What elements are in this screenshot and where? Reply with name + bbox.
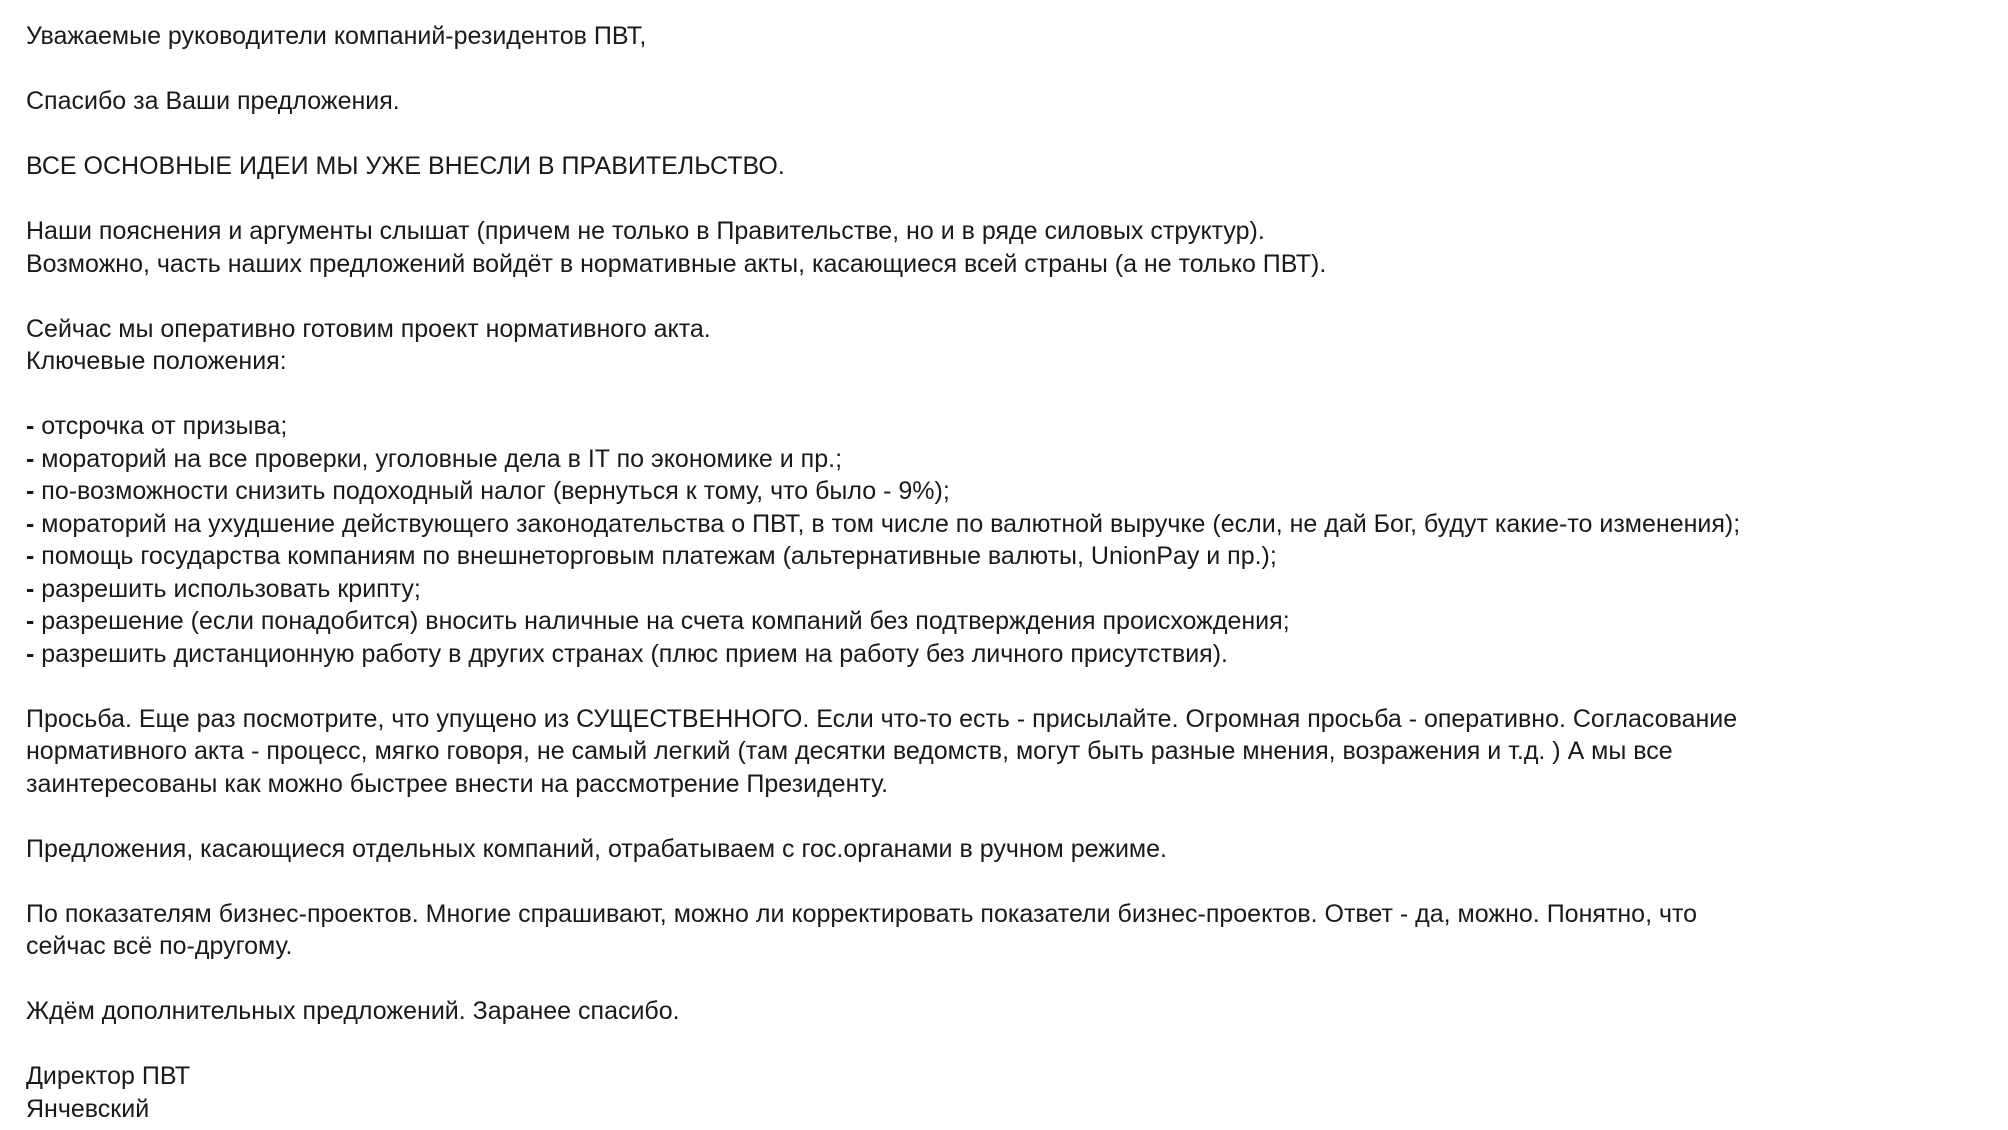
paragraph-line: Наши пояснения и аргументы слышат (причем не только в Правительстве, но и в ряде силовых структур).	[26, 217, 1265, 245]
request-line: Просьба. Еще раз посмотрите, что упущено из СУЩЕСТВЕННОГО. Если что-то есть - присылайте. Огромная просьба - оперативно. Согласование	[26, 704, 1738, 733]
thanks-line: Спасибо за Ваши предложения.	[26, 87, 400, 115]
list-item-text: по-возможности снизить подоходный налог (вернуться к тому, что было - 9%);	[41, 477, 950, 505]
spacer	[26, 963, 1986, 996]
list-item-text: разрешение (если понадобится) вносить наличные на счета компаний без подтверждения происхождения;	[41, 607, 1290, 635]
signature-title: Директор ПВТ	[26, 1062, 191, 1090]
list-item-text: разрешить дистанционную работу в других странах (плюс прием на работу без личного присутствия).	[41, 639, 1228, 668]
spacer	[26, 670, 1986, 703]
headline-line: ВСЕ ОСНОВНЫЕ ИДЕИ МЫ УЖЕ ВНЕСЛИ В ПРАВИТЕЛЬСТВО.	[26, 152, 785, 180]
bullet-dash: -	[26, 639, 35, 668]
key-provisions-label: Ключевые положения:	[26, 347, 287, 375]
signature-name: Янчевский	[26, 1094, 150, 1123]
spacer	[26, 378, 1986, 411]
indicators-line: сейчас всё по-другому.	[26, 932, 293, 960]
letter-body	[26, 20, 1986, 1125]
provisions-list	[26, 410, 1986, 670]
list-item-text: мораторий на все проверки, уголовные дела в IT по экономике и пр.;	[41, 444, 843, 473]
spacer	[26, 800, 1986, 833]
individual-proposals-line: Предложения, касающиеся отдельных компаний, отрабатываем с гос.органами в ручном режиме.	[26, 834, 1167, 863]
list-item	[26, 410, 1986, 443]
list-item	[26, 573, 1986, 606]
bullet-dash: -	[26, 412, 35, 440]
bullet-dash: -	[26, 477, 35, 505]
request-line: заинтересованы как можно быстрее внести на рассмотрение Президенту.	[26, 769, 889, 798]
spacer	[26, 53, 1986, 86]
spacer	[26, 118, 1986, 151]
bullet-dash: -	[26, 444, 35, 473]
list-item-text: помощь государства компаниям по внешнеторговым платежам (альтернативные валюты, UnionPay и пр.);	[41, 542, 1277, 570]
list-item	[26, 638, 1986, 671]
paragraph-line: Возможно, часть наших предложений войдёт в нормативные акты, касающиеся всей страны (а не только ПВТ).	[26, 249, 1327, 278]
greeting-line: Уважаемые руководители компаний-резидентов ПВТ,	[26, 22, 647, 50]
bullet-dash: -	[26, 607, 35, 635]
list-item	[26, 540, 1986, 573]
bullet-dash: -	[26, 542, 35, 570]
request-line: нормативного акта - процесс, мягко говоря, не самый легкий (там десятки ведомств, могут быть разные мнения, возражения и т.д. ) А мы все	[26, 737, 1673, 765]
list-item-text: разрешить использовать крипту;	[41, 574, 421, 603]
spacer	[26, 1028, 1986, 1061]
list-item	[26, 605, 1986, 638]
spacer	[26, 865, 1986, 898]
list-item	[26, 475, 1986, 508]
closing-line: Ждём дополнительных предложений. Заранее спасибо.	[26, 997, 680, 1025]
bullet-dash: -	[26, 574, 35, 603]
spacer	[26, 280, 1986, 313]
indicators-line: По показателям бизнес-проектов. Многие спрашивают, можно ли корректировать показатели бизнес-проектов. Ответ - да, можно. Понятно, что	[26, 899, 1698, 928]
list-item	[26, 443, 1986, 476]
list-item	[26, 508, 1986, 541]
paragraph-line: Сейчас мы оперативно готовим проект нормативного акта.	[26, 314, 711, 343]
spacer	[26, 183, 1986, 216]
list-item-text: мораторий на ухудшение действующего законодательства о ПВТ, в том числе по валютной выручке (если, не дай Бог, будут какие-то изменения);	[41, 509, 1741, 538]
list-item-text: отсрочка от призыва;	[41, 412, 288, 440]
bullet-dash: -	[26, 509, 35, 538]
